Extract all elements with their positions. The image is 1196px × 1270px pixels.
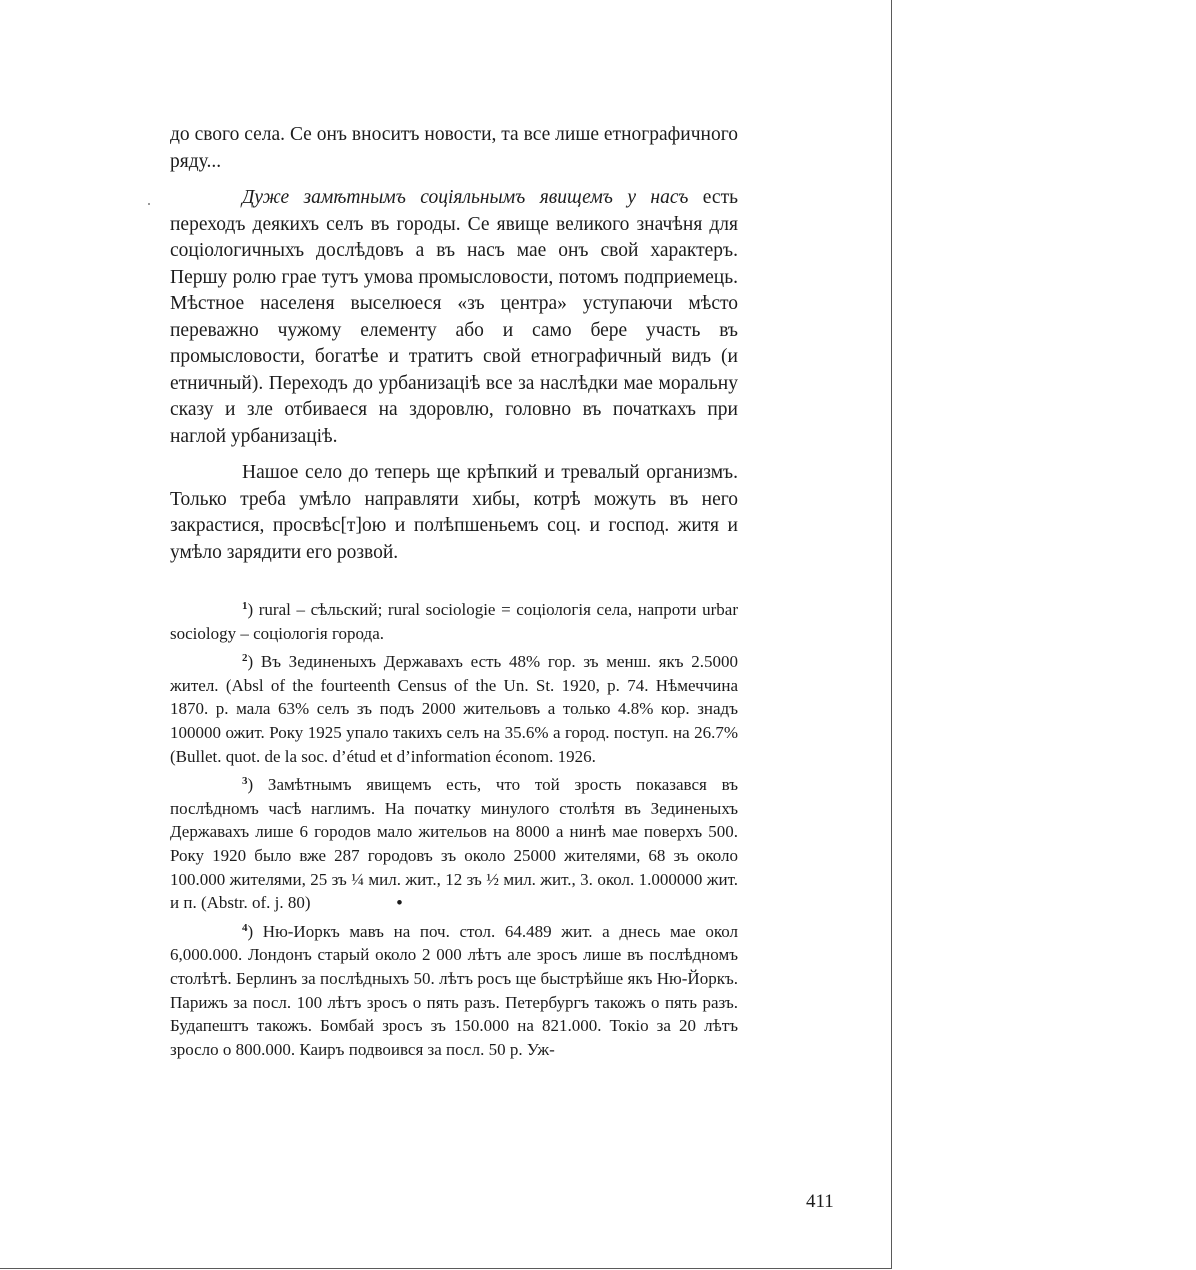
footnote-2 xyxy=(170,647,738,768)
paragraph-1: до свого села. Се онъ вноситъ новости, та все лише етнографичного ряду... xyxy=(170,124,738,172)
footnote-4 xyxy=(170,917,738,1062)
paragraph-2 xyxy=(170,185,738,450)
footnote-text: ) rural – сѣльский; rural sociologie = соціологія села, напроти urbar sociology – соціологія города. xyxy=(170,600,738,643)
footnote-text: ) Ню-Иоркъ мавъ на поч. стол. 64.489 жит. а днесь мае окол 6,000.000. Лондонъ старый около 2 000 лѣтъ але зросъ лише въ послѣдномъ столѣтѣ. Берлинъ за послѣдныхъ 50. лѣтъ росъ ще быстрѣйше якъ Ню-Йоркъ. Парижъ за посл. 100 лѣтъ зросъ о пять разъ. Петербургъ такожъ о пять разъ. Будапештъ такожъ. Бомбай зросъ зъ 150.000 на 821.000. Токіо за 20 лѣтъ зросло о 800.000. Каиръ подвоився за посл. 50 р. Уж- xyxy=(170,921,738,1059)
footnote-marker: 4 xyxy=(242,921,248,934)
footnote-marker: 2 xyxy=(242,652,248,665)
footnote-trailing-mark: • xyxy=(396,893,403,913)
main-text xyxy=(170,122,738,566)
footnote-3 xyxy=(170,770,738,915)
scan-speck xyxy=(148,203,150,205)
footnote-marker: 3 xyxy=(242,775,248,788)
footnote-text: ) Замѣтнымъ явищемъ есть, что той зрость показався въ послѣдномъ часѣ наглимъ. На початку минулого столѣтя въ Зединеныхъ Державахъ лише 6 городов мало жительов на 8000 а нинѣ мае поверхъ 500. Року 1920 было вже 287 городовъ зъ около 25000 жителями, 68 зъ около 100.000 жителями, 25 зъ ¼ мил. жит., 12 зъ ½ мил. жит., 3. окол. 1.000000 жит. и п. (Abstr. of. j. 80) xyxy=(170,775,738,913)
footnote-text: ) Въ Зединеныхъ Державахъ есть 48% гор. зъ менш. якъ 2.5000 жител. (Absl of the fourteenth Census of the Un. St. 1920, p. 74. Нѣмеччина 1870. р. мала 63% селъ зъ подъ 2000 жительовъ а только 4.8% кор. знадъ 100000 ожит. Року 1925 упало такихъ селъ на 35.6% а город. поступ. на 26.7% (Bullet. quot. de la soc. d’étud et d’information économ. 1926. xyxy=(170,652,738,766)
footnote-marker: 1 xyxy=(242,600,248,612)
page-number: 411 xyxy=(806,1191,834,1212)
paragraph-3: Нашое село до теперь ще крѣпкий и тревалый организмъ. Только треба умѣло направляти хибы, котрѣ можуть въ него закрастися, просвѣс[т]ою и полѣпшеньемъ соц. и господ. житя и умѣло зарядити его розвой. xyxy=(170,462,738,563)
paragraph-2-emphasis: Дуже замѣтнымъ соціяльнымъ явищемъ у насъ xyxy=(242,187,689,208)
footnotes xyxy=(170,595,738,1062)
footnote-1 xyxy=(170,595,738,645)
paragraph-2-body: есть переходъ деякихъ селъ въ городы. Се явище великого значѣня для соціологичныхъ дослѣдовъ а въ насъ мае онъ свой характеръ. Першу ролю грае тутъ умова промысловости, потомъ подприемець. Мѣстное населеня выселюеся «зъ центра» уступаючи мѣсто переважно чужому елементу або и само бере участь въ промысловости, богатѣе и тратитъ свой етнографичный видъ (и етничный). Переходъ до урбанизаціѣ все за наслѣдки мае моральну сказу и зле отбиваеся на здоровлю, головно въ початкахъ при наглой урбанизаціѣ. xyxy=(170,187,738,447)
